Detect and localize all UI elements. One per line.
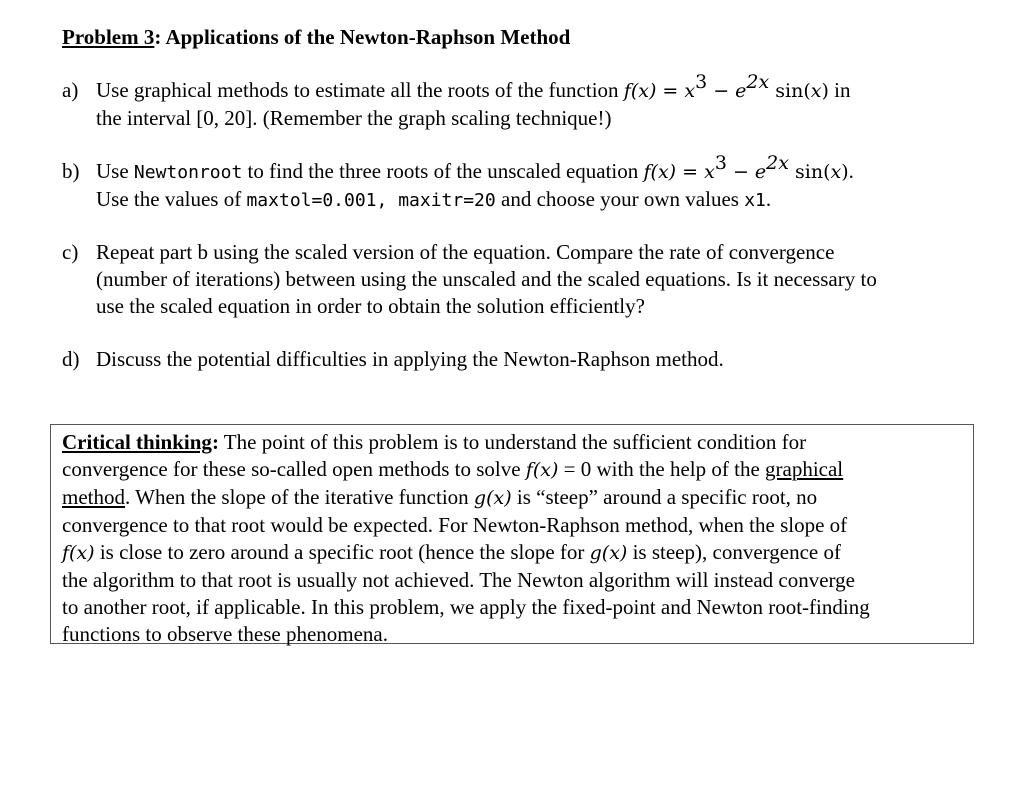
math-minus: − xyxy=(726,161,755,183)
item-c-line1: Repeat part b using the scaled version of the equation. Compare the rate of convergence xyxy=(96,240,835,264)
math-minus: − xyxy=(707,80,736,102)
critical-line2-eq: = 0 with the help of the xyxy=(558,457,766,481)
critical-line3: . When the slope of the iterative function xyxy=(125,485,474,509)
item-b-line2-end: . xyxy=(765,187,772,211)
item-b-text xyxy=(96,152,982,214)
item-b xyxy=(62,152,982,214)
math-close: ) xyxy=(841,161,849,183)
critical-line8: functions to observe these phenomena. xyxy=(62,622,388,646)
item-c-line2: (number of iterations) between using the unscaled and the scaled equations. Is it necessary to xyxy=(96,267,877,291)
code-maxitr: maxitr=20 xyxy=(398,190,496,211)
math-e: e xyxy=(735,80,747,102)
critical-thinking-box xyxy=(50,424,974,644)
item-c xyxy=(62,239,982,320)
critical-line5-end: is steep), convergence of xyxy=(627,540,841,564)
critical-line6: the algorithm to that root is usually not achieved. The Newton algorithm will instead converge xyxy=(62,568,855,592)
math-exp3: 3 xyxy=(714,152,727,174)
math-sin: sin( xyxy=(769,80,811,102)
problem-label: Problem 3 xyxy=(62,25,155,49)
item-a-label: a) xyxy=(62,78,79,102)
item-c-text xyxy=(96,239,982,320)
critical-line3-end: is “steep” around a specific root, no xyxy=(511,485,818,509)
critical-thinking-colon: : xyxy=(211,430,219,454)
problem-title xyxy=(62,24,570,50)
code-newtonroot: Newtonroot xyxy=(133,162,243,183)
item-b-line2-mid: and choose your own values xyxy=(495,187,745,211)
math-fx: f(x) xyxy=(643,161,677,183)
item-b-line2: Use the values of xyxy=(96,187,247,211)
math-fx: f(x) xyxy=(525,459,559,481)
problem-heading: : Applications of the Newton-Raphson Method xyxy=(154,25,571,49)
math-e: e xyxy=(754,161,767,183)
item-b-label: b) xyxy=(62,159,80,183)
math-x: x xyxy=(704,161,715,183)
math-x: x xyxy=(684,80,696,102)
item-b-period: . xyxy=(848,159,854,183)
item-d-text xyxy=(96,346,982,373)
critical-thinking-label: Critical thinking xyxy=(62,430,212,454)
item-b-mid: to find the three roots of the unscaled equation xyxy=(242,159,644,183)
math-exp2x: 2x xyxy=(746,71,770,93)
critical-line1: The point of this problem is to understand the sufficient condition for xyxy=(218,430,807,454)
math-gx: g(x) xyxy=(473,487,512,509)
math-exp2x: 2x xyxy=(766,152,789,174)
code-comma: , xyxy=(376,190,399,211)
math-exp3: 3 xyxy=(695,71,708,93)
math-close: ) xyxy=(821,80,829,102)
code-maxtol: maxtol=0.001 xyxy=(246,190,377,211)
math-gx: g(x) xyxy=(589,542,628,564)
critical-line5: is close to zero around a specific root (hence the slope for xyxy=(94,540,590,564)
item-c-line3: use the scaled equation in order to obtain the solution efficiently? xyxy=(96,294,645,318)
math-eq: = xyxy=(656,80,685,102)
math-eq: = xyxy=(676,161,705,183)
graphical-link: graphical xyxy=(765,457,844,481)
math-fx: f(x) xyxy=(62,542,95,564)
critical-line4: convergence to that root would be expected. For Newton-Raphson method, when the slope of xyxy=(62,513,848,537)
critical-line2: convergence for these so-called open methods to solve xyxy=(62,457,526,481)
math-xarg: x xyxy=(810,80,822,102)
item-b-pre: Use xyxy=(96,159,134,183)
critical-line7: to another root, if applicable. In this problem, we apply the fixed-point and Newton root-finding xyxy=(62,595,870,619)
math-sin: sin( xyxy=(788,161,831,183)
item-a-text xyxy=(96,71,982,132)
item-a-line1: Use graphical methods to estimate all the roots of the function xyxy=(96,78,624,102)
item-d xyxy=(62,346,982,373)
method-link: method xyxy=(62,485,125,509)
code-x1: x1 xyxy=(744,190,766,211)
item-a-line2: the interval [0, 20]. (Remember the graph scaling technique!) xyxy=(96,106,612,130)
item-d-line1: Discuss the potential difficulties in applying the Newton-Raphson method. xyxy=(96,347,724,371)
math-fx: f(x) xyxy=(623,80,657,102)
math-xarg: x xyxy=(830,161,842,183)
item-d-label: d) xyxy=(62,347,80,371)
item-a-line1-end: in xyxy=(828,78,851,102)
item-a xyxy=(62,71,982,132)
item-c-label: c) xyxy=(62,240,79,264)
